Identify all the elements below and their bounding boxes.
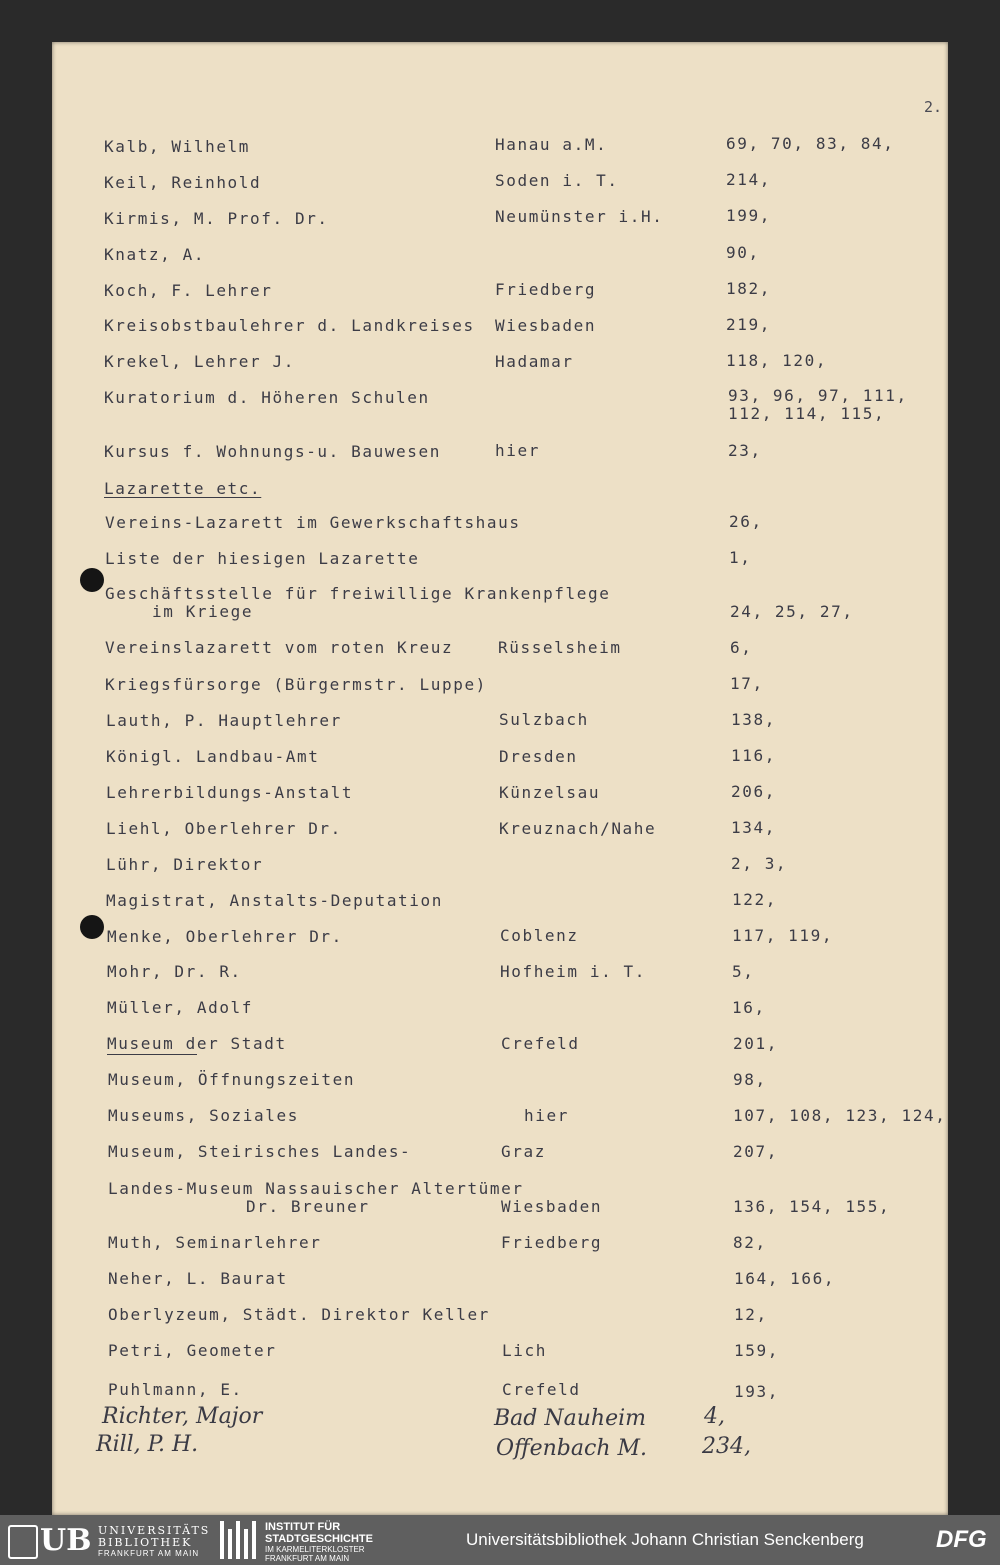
ub-text-line3: FRANKFURT AM MAIN (98, 1549, 200, 1558)
entry-refs: 117, 119, (732, 926, 834, 945)
entry-name-continued: im Kriege (152, 602, 254, 621)
entry-name: Kreisobstbaulehrer d. Landkreises (104, 316, 475, 335)
archive-footer (0, 1515, 1000, 1565)
entry-place: Hadamar (495, 352, 574, 371)
entry-place: Graz (501, 1142, 546, 1161)
entry-name: Menke, Oberlehrer Dr. (107, 927, 343, 946)
ub-text-line1: UNIVERSITÄTS (98, 1524, 211, 1537)
entry-name: Puhlmann, E. (108, 1380, 243, 1399)
section-heading: Lazarette etc. (104, 479, 262, 498)
entry-name: Knatz, A. (104, 245, 206, 264)
entry-refs: 5, (732, 962, 755, 981)
entry-place: Crefeld (502, 1380, 581, 1399)
entry-refs: 199, (726, 206, 771, 225)
entry-name: Museum, Öffnungszeiten (108, 1070, 356, 1089)
handwritten-name: Richter, Major (102, 1404, 263, 1429)
entry-name: Lühr, Direktor (106, 855, 264, 874)
entry-refs: 159, (734, 1341, 779, 1360)
entry-refs: 206, (731, 782, 776, 801)
entry-refs: 134, (731, 818, 776, 837)
entry-refs: 90, (726, 243, 760, 262)
entry-name: Oberlyzeum, Städt. Direktor Keller (108, 1305, 490, 1324)
entry-name: Museum der Stadt (107, 1034, 287, 1053)
entry-name: Koch, F. Lehrer (104, 281, 273, 300)
entry-place: Lich (502, 1341, 547, 1360)
institute-line4: FRANKFURT AM MAIN (265, 1554, 350, 1563)
entry-place: Wiesbaden (501, 1197, 603, 1216)
entry-refs: 2, 3, (731, 854, 788, 873)
entry-refs: 17, (730, 674, 764, 693)
entry-name: Museum, Steirisches Landes- (108, 1142, 412, 1161)
entry-name: Mohr, Dr. R. (107, 962, 242, 981)
entry-name: Vereinslazarett vom roten Kreuz (105, 638, 454, 657)
entry-place: hier (524, 1106, 569, 1125)
entry-refs: 164, 166, (734, 1269, 836, 1288)
entry-place: Dresden (499, 747, 578, 766)
entry-place: Kreuznach/Nahe (499, 819, 657, 838)
institute-line2: STADTGESCHICHTE (265, 1533, 373, 1545)
entry-refs: 214, (726, 170, 771, 189)
entry-place: Soden i. T. (495, 171, 619, 190)
entry-place: Wiesbaden (495, 316, 597, 335)
entry-refs: 116, (731, 746, 776, 765)
entry-place: Hofheim i. T. (500, 962, 647, 981)
entry-name: Geschäftsstelle für freiwillige Krankenpflege (105, 584, 611, 603)
handwritten-place: Offenbach M. (496, 1436, 648, 1461)
entry-place: Friedberg (501, 1233, 603, 1252)
entry-refs: 26, (729, 512, 763, 531)
entry-refs: 207, (733, 1142, 778, 1161)
entry-refs: 24, 25, 27, (730, 602, 854, 621)
entry-refs: 118, 120, (726, 351, 828, 370)
entry-refs: 219, (726, 315, 771, 334)
entry-refs: 12, (734, 1305, 768, 1324)
entry-name: Kalb, Wilhelm (104, 137, 251, 156)
entry-name: Petri, Geometer (108, 1341, 277, 1360)
entry-place: Sulzbach (499, 710, 589, 729)
entry-name: Kursus f. Wohnungs-u. Bauwesen (104, 442, 441, 461)
entry-place: Hanau a.M. (495, 135, 608, 154)
entry-name: Kuratorium d. Höheren Schulen (104, 388, 430, 407)
entry-refs: 122, (732, 890, 777, 909)
entry-refs: 138, (731, 710, 776, 729)
page-number: 2. (924, 98, 943, 116)
entry-refs: 23, (728, 441, 762, 460)
entry-place: Coblenz (500, 926, 579, 945)
library-name: Universitätsbibliothek Johann Christian Senckenberg (466, 1530, 864, 1549)
institute-logo-icon (218, 1521, 258, 1559)
entry-name: Kirmis, M. Prof. Dr. (104, 209, 329, 228)
punch-hole (80, 915, 104, 939)
entry-refs: 6, (730, 638, 753, 657)
entry-refs: 193, (734, 1382, 779, 1401)
entry-name: Liste der hiesigen Lazarette (105, 549, 420, 568)
entry-name: Kriegsfürsorge (Bürgermstr. Luppe) (105, 675, 487, 694)
entry-refs: 136, 154, 155, (733, 1197, 891, 1216)
handwritten-place: Bad Nauheim (494, 1406, 646, 1431)
entry-name-continued: Dr. Breuner (246, 1197, 370, 1216)
entry-refs: 16, (732, 998, 766, 1017)
entry-name: Museums, Soziales (108, 1106, 299, 1125)
entry-refs-continued: 112, 114, 115, (728, 404, 886, 423)
entry-place: Rüsselsheim (498, 638, 622, 657)
punch-hole (80, 568, 104, 592)
entry-name: Neher, L. Baurat (108, 1269, 288, 1288)
entry-name: Liehl, Oberlehrer Dr. (106, 819, 342, 838)
entry-refs: 201, (733, 1034, 778, 1053)
entry-name: Muth, Seminarlehrer (108, 1233, 322, 1252)
entry-refs: 182, (726, 279, 771, 298)
ub-text-line2: BIBLIOTHEK (98, 1536, 193, 1549)
entry-place: Neumünster i.H. (495, 207, 664, 226)
entry-name: Müller, Adolf (107, 998, 254, 1017)
entry-name: Lehrerbildungs-Anstalt (106, 783, 354, 802)
institute-line3: IM KARMELITERKLOSTER (265, 1545, 365, 1554)
entry-refs: 98, (733, 1070, 767, 1089)
entry-name: Lauth, P. Hauptlehrer (106, 711, 342, 730)
dfg-logo: DFG (936, 1526, 987, 1553)
entry-refs: 107, 108, 123, 124, (733, 1106, 947, 1125)
institute-line1: INSTITUT FÜR (265, 1521, 341, 1533)
document-page (52, 42, 948, 1515)
entry-name: Vereins-Lazarett im Gewerkschaftshaus (105, 513, 521, 532)
entry-place: hier (495, 441, 540, 460)
entry-place: Friedberg (495, 280, 597, 299)
entry-name: Keil, Reinhold (104, 173, 262, 192)
entry-place: Crefeld (501, 1034, 580, 1053)
entry-refs: 93, 96, 97, 111, (728, 386, 908, 405)
entry-name: Königl. Landbau-Amt (106, 747, 320, 766)
handwritten-refs: 234, (702, 1434, 751, 1459)
entry-refs: 69, 70, 83, 84, (726, 134, 895, 153)
entry-place: Künzelsau (499, 783, 601, 802)
handwritten-refs: 4, (704, 1404, 725, 1429)
entry-refs: 82, (733, 1233, 767, 1252)
entry-refs: 1, (729, 548, 752, 567)
entry-name: Landes-Museum Nassauischer Altertümer (108, 1179, 524, 1198)
handwritten-name: Rill, P. H. (96, 1432, 199, 1457)
ub-logo-icon (8, 1525, 38, 1559)
entry-name: Krekel, Lehrer J. (104, 352, 295, 371)
underline-mark (107, 1054, 197, 1055)
ub-logo-letters: UB (40, 1523, 92, 1558)
entry-name: Magistrat, Anstalts-Deputation (106, 891, 443, 910)
